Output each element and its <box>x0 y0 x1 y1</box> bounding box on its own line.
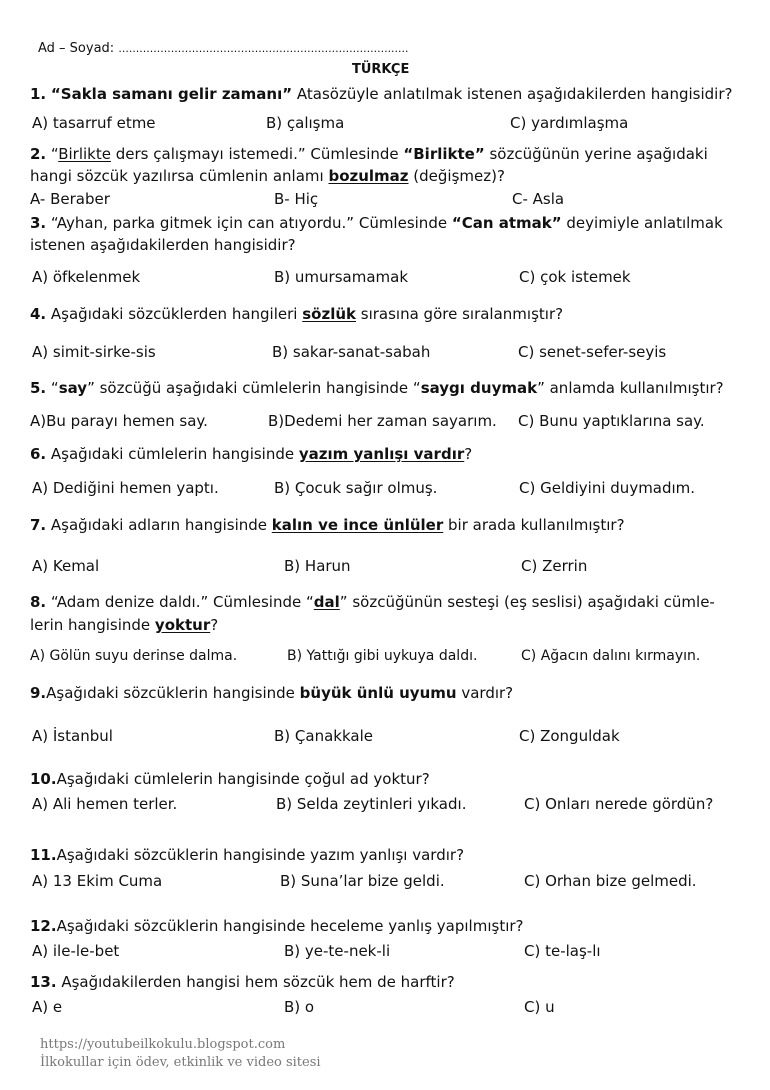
name-label: Ad – Soyad: <box>38 41 115 56</box>
option-c[interactable]: C) çok istemek <box>519 268 631 286</box>
question-number: 8. <box>30 593 47 611</box>
option-b[interactable]: B) Çocuk sağır olmuş. <box>274 479 438 497</box>
quote-open: “ <box>46 379 59 397</box>
question-number: 5. <box>30 379 47 397</box>
question-text: deyimiyle anlatılmak <box>561 214 723 232</box>
key-phrase: büyük ünlü uyumu <box>299 684 457 702</box>
question-3 <box>30 214 723 232</box>
question-9 <box>30 684 513 702</box>
question-text: bir arada kullanılmıştır? <box>443 516 625 534</box>
option-c[interactable]: C) te-laş-lı <box>524 942 601 960</box>
option-a[interactable]: A) Kemal <box>32 557 100 575</box>
question-10 <box>30 770 430 788</box>
name-line <box>38 41 409 56</box>
option-a[interactable]: A) e <box>32 998 63 1016</box>
option-b[interactable]: B)Dedemi her zaman sayarım. <box>268 412 497 430</box>
question-2-line2 <box>30 167 505 185</box>
option-c[interactable]: C) Geldiyini duymadım. <box>519 479 696 497</box>
option-b[interactable]: B- Hiç <box>274 190 319 208</box>
key-phrase: saygı duymak <box>420 379 538 397</box>
option-a[interactable]: A) 13 Ekim Cuma <box>32 872 163 890</box>
option-c[interactable]: C) Zerrin <box>521 557 588 575</box>
question-text: Atasözüyle anlatılmak istenen aşağıdakilerden hangisidir? <box>292 85 733 103</box>
key-phrase: yazım yanlışı vardır <box>298 445 465 463</box>
question-text: Aşağıdaki sözcüklerin hangisinde yazım yanlışı vardır? <box>56 846 465 864</box>
question-6 <box>30 445 472 463</box>
question-1 <box>30 85 732 103</box>
option-a[interactable]: A) öfkelenmek <box>32 268 141 286</box>
question-7 <box>30 516 625 534</box>
question-number: 9. <box>30 684 47 702</box>
option-a[interactable]: A) Gölün suyu derinse dalma. <box>30 648 238 664</box>
option-c[interactable]: C) Onları nerede gördün? <box>524 795 714 813</box>
question-text: ? <box>464 445 473 463</box>
footer-url[interactable]: https://youtubeilkokulu.blogspot.com <box>40 1037 286 1052</box>
option-c[interactable]: C- Asla <box>512 190 565 208</box>
question-number: 2. <box>30 145 47 163</box>
option-b[interactable]: B) Yattığı gibi uykuya daldı. <box>287 648 478 664</box>
option-b[interactable]: B) umursamamak <box>274 268 409 286</box>
option-a[interactable]: A) Dediğini hemen yaptı. <box>32 479 219 497</box>
key-phrase: kalın ve ince ünlüler <box>271 516 444 534</box>
underlined-word: Birlikte <box>58 145 111 163</box>
proverb: “Sakla samanı gelir zamanı” <box>50 85 293 103</box>
question-text: hangi sözcük yazılırsa cümlenin anlamı <box>30 167 329 185</box>
option-b[interactable]: B) Harun <box>284 557 351 575</box>
question-8-line2 <box>30 616 218 634</box>
question-12 <box>30 917 524 935</box>
question-text: lerin hangisinde <box>30 616 155 634</box>
question-number: 13. <box>30 973 57 991</box>
question-text: Aşağıdaki sözcüklerin hangisinde heceleme yanlış yapılmıştır? <box>56 917 524 935</box>
question-text: “Adam denize daldı.” Cümlesinde “ <box>46 593 314 611</box>
question-number: 11. <box>30 846 57 864</box>
question-13 <box>30 973 455 991</box>
question-4 <box>30 305 563 323</box>
question-text: “Ayhan, parka gitmek için can atıyordu.” Cümlesinde <box>46 214 452 232</box>
option-c[interactable]: C) Bunu yaptıklarına say. <box>518 412 705 430</box>
question-text: ders çalışmayı istemedi.” Cümlesinde <box>110 145 404 163</box>
question-text: Aşağıdaki adların hangisinde <box>46 516 272 534</box>
question-text: Aşağıdaki cümlelerin hangisinde çoğul ad yoktur? <box>56 770 430 788</box>
quote-open: “ <box>46 145 59 163</box>
question-text: (değişmez)? <box>408 167 505 185</box>
question-text: vardır? <box>456 684 514 702</box>
option-b[interactable]: B) sakar-sanat-sabah <box>272 343 431 361</box>
question-text: ” anlamda kullanılmıştır? <box>537 379 724 397</box>
option-a[interactable]: A- Beraber <box>30 190 110 208</box>
question-text: sırasına göre sıralanmıştır? <box>356 305 564 323</box>
question-number: 4. <box>30 305 47 323</box>
option-a[interactable]: A) İstanbul <box>32 727 113 745</box>
option-c[interactable]: C) Ağacın dalını kırmayın. <box>521 648 701 664</box>
option-c[interactable]: C) Orhan bize gelmedi. <box>524 872 697 890</box>
question-number: 7. <box>30 516 47 534</box>
option-a[interactable]: A)Bu parayı hemen say. <box>30 412 208 430</box>
question-text: ” sözcüğü aşağıdaki cümlelerin hangisinde “ <box>87 379 421 397</box>
question-11 <box>30 846 464 864</box>
question-text: sözcüğünün yerine aşağıdaki <box>484 145 708 163</box>
question-number: 12. <box>30 917 57 935</box>
option-b[interactable]: B) Suna’lar bize geldi. <box>280 872 445 890</box>
option-c[interactable]: C) senet-sefer-seyis <box>518 343 667 361</box>
question-3-line2: istenen aşağıdakilerden hangisidir? <box>30 236 296 254</box>
option-c[interactable]: C) yardımlaşma <box>510 114 629 132</box>
option-c[interactable]: C) Zonguldak <box>519 727 620 745</box>
option-b[interactable]: B) o <box>284 998 315 1016</box>
option-b[interactable]: B) Selda zeytinleri yıkadı. <box>276 795 467 813</box>
question-number: 1. <box>30 85 47 103</box>
key-word: bozulmaz <box>328 167 409 185</box>
option-a[interactable]: A) tasarruf etme <box>32 114 156 132</box>
idiom: “Can atmak” <box>451 214 562 232</box>
key-word: dal <box>313 593 340 611</box>
question-5 <box>30 379 724 397</box>
option-a[interactable]: A) ile-le-bet <box>32 942 120 960</box>
option-b[interactable]: B) çalışma <box>266 114 345 132</box>
key-word: say <box>58 379 88 397</box>
question-8 <box>30 593 715 611</box>
question-text: Aşağıdakilerden hangisi hem sözcük hem de harftir? <box>56 973 455 991</box>
footer-tagline: İlkokullar için ödev, etkinlik ve video sitesi <box>40 1055 321 1070</box>
question-text: ” sözcüğünün sesteşi (eş seslisi) aşağıdaki cümle- <box>339 593 715 611</box>
question-text: Aşağıdaki sözcüklerden hangileri <box>46 305 303 323</box>
name-dots: ................................................................................... <box>118 42 409 55</box>
key-word: yoktur <box>154 616 211 634</box>
question-2 <box>30 145 708 163</box>
option-a[interactable]: A) simit-sirke-sis <box>32 343 156 361</box>
option-a[interactable]: A) Ali hemen terler. <box>32 795 178 813</box>
key-word: sözlük <box>302 305 356 323</box>
question-number: 3. <box>30 214 47 232</box>
subject-title: TÜRKÇE <box>352 62 410 77</box>
option-b[interactable]: B) Çanakkale <box>274 727 373 745</box>
question-text: ? <box>210 616 219 634</box>
question-number: 6. <box>30 445 47 463</box>
option-c[interactable]: C) u <box>524 998 555 1016</box>
question-number: 10. <box>30 770 57 788</box>
question-text: Aşağıdaki sözcüklerin hangisinde <box>46 684 300 702</box>
question-text: Aşağıdaki cümlelerin hangisinde <box>46 445 299 463</box>
bold-word: “Birlikte” <box>403 145 485 163</box>
option-b[interactable]: B) ye-te-nek-li <box>284 942 391 960</box>
